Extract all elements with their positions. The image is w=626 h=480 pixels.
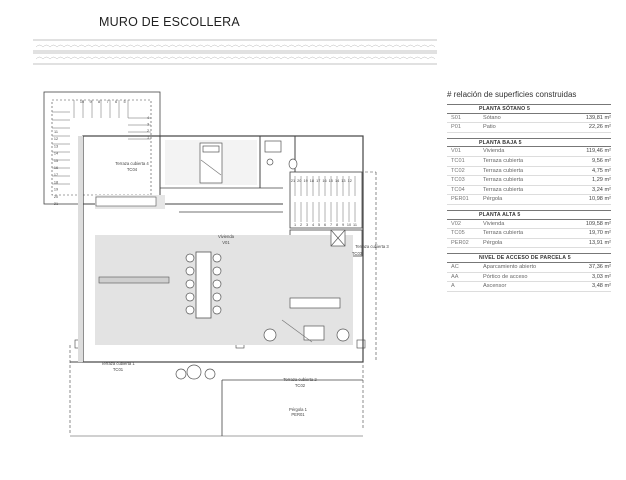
table-row	[447, 220, 611, 230]
stair-step-number: 8	[335, 223, 339, 227]
stair-step-number: 15	[328, 179, 333, 183]
stair-step-number: 18	[309, 179, 315, 183]
stair-step-number: 12	[347, 179, 352, 183]
elevator	[331, 230, 345, 246]
stair-step-number: 15	[53, 158, 59, 163]
stair-step-number: 2	[146, 129, 150, 133]
stair-step-number: 21	[53, 202, 59, 206]
stair-step-number: 6	[323, 223, 327, 227]
stair-step-number: 1	[146, 135, 150, 140]
table-row	[447, 176, 611, 186]
row-value: 13,91 m²	[588, 239, 611, 246]
table-row	[447, 186, 611, 196]
row-name: Aparcamiento abierto	[483, 263, 537, 270]
table-row	[447, 239, 611, 249]
row-value: 109,58 m²	[585, 220, 611, 227]
dining-table	[186, 252, 221, 318]
label-pergola-code: PER01	[291, 412, 305, 417]
table-row	[447, 195, 611, 205]
label-tc3-code: TC03	[351, 251, 363, 256]
table-row	[447, 147, 611, 157]
stair-step-number: 12	[53, 137, 59, 142]
row-code: TC05	[451, 230, 465, 237]
row-code: V02	[451, 220, 461, 227]
row-name: Vivienda	[483, 220, 505, 227]
dining-chair	[213, 254, 221, 262]
label-tc1-code: TC01	[112, 367, 124, 372]
surface-table-heading: # relación de superficies construidas	[447, 90, 577, 99]
table-row	[447, 263, 611, 273]
stair-step-number: 17	[53, 173, 59, 178]
label-tc3-name: Terraza cubierta 3	[355, 244, 389, 249]
stair-step-number: 16	[53, 166, 59, 170]
stair-step-number: 2	[299, 223, 303, 227]
stair-step-number: 16	[322, 179, 327, 183]
table-row	[447, 273, 611, 283]
row-code: PER02	[451, 239, 469, 246]
row-code: AA	[451, 273, 459, 280]
row-name: Pérgola	[483, 196, 503, 203]
retaining-wall-band	[33, 40, 437, 64]
table-row	[447, 123, 611, 133]
row-code: TC04	[451, 186, 465, 193]
row-value: 139,81 m²	[585, 114, 611, 121]
table-row	[447, 157, 611, 167]
stair-step-number: 3	[305, 223, 309, 227]
stair-step-number: 10	[346, 223, 352, 227]
dining-chair	[213, 280, 221, 288]
stair-step-number: 3	[146, 122, 150, 127]
outdoor-table	[176, 365, 215, 379]
row-value: 3,24 m²	[592, 186, 611, 193]
table-section-title: NIVEL DE ACCESO DE PARCELA 5	[447, 253, 611, 263]
stair-step-number: 1	[293, 223, 297, 227]
label-tc2-code: TC02	[294, 383, 306, 388]
row-code: S01	[451, 114, 461, 121]
stair-step-number: 11	[353, 223, 357, 227]
row-value: 1,29 m²	[592, 177, 611, 184]
stair-step-number: 19	[303, 179, 308, 183]
table-section	[447, 138, 611, 205]
dining-chair	[186, 293, 194, 301]
table-row	[447, 167, 611, 177]
row-value: 19,70 m²	[588, 230, 611, 237]
row-name: Pérgola	[483, 239, 503, 246]
row-name: Terraza cubierta	[483, 186, 524, 193]
row-value: 4,75 m²	[592, 167, 611, 174]
dining-chair	[186, 254, 194, 262]
stair-step-number: 9	[89, 100, 92, 104]
row-code: A	[451, 283, 455, 290]
dining-chair	[213, 306, 221, 314]
dining-chair	[186, 306, 194, 314]
row-code: TC03	[451, 177, 465, 184]
stair-step-number: 20	[297, 179, 302, 183]
label-v01-code: V01	[222, 240, 230, 245]
label-tc4-code: TC04	[126, 167, 138, 172]
label-tc2-name: Terraza cubierta 2	[283, 377, 317, 382]
row-value: 3,48 m²	[592, 283, 611, 290]
dining-chair	[186, 267, 194, 275]
stair-step-number: 21	[290, 179, 296, 183]
row-code: TC01	[451, 157, 465, 164]
label-v01-name: Vivienda	[218, 234, 234, 239]
bed	[200, 143, 222, 183]
stair-step-number: 14	[53, 151, 59, 156]
table-row	[447, 114, 611, 124]
row-code: P01	[451, 124, 461, 131]
label-pergola-name: Pérgola 1	[289, 407, 307, 412]
row-name: Sótano	[483, 114, 501, 121]
row-value: 22,26 m²	[588, 124, 611, 131]
table-row	[447, 229, 611, 239]
row-name: Terraza cubierta	[483, 230, 524, 237]
stair-step-number: 13	[341, 179, 346, 183]
row-code: V01	[451, 148, 461, 155]
bathroom-fixtures	[265, 141, 297, 169]
stair-step-number: 4	[146, 116, 150, 120]
stair-step-number: 11	[54, 130, 58, 134]
row-value: 10,98 m²	[588, 196, 611, 203]
dining-chair	[213, 267, 221, 275]
stair-step-number: 7	[329, 223, 333, 227]
table-section-title: PLANTA ALTA 5	[447, 210, 611, 220]
table-section-title: PLANTA SÓTANO 5	[447, 104, 611, 114]
stair-step-number: 4	[311, 223, 315, 227]
surface-table	[447, 90, 611, 292]
stair-step-number: 18	[53, 180, 59, 185]
dining-chair	[213, 293, 221, 301]
row-name: Terraza cubierta	[483, 177, 524, 184]
stair-step-number: 13	[53, 144, 59, 149]
stair-step-number: 17	[316, 179, 321, 183]
stair-step-number: 8	[97, 100, 101, 104]
row-code: TC02	[451, 167, 465, 174]
stair-step-number: 5	[317, 223, 321, 227]
row-name: Terraza cubierta	[483, 167, 524, 174]
stair-step-number: 7	[106, 100, 109, 104]
row-value: 37,36 m²	[588, 263, 611, 270]
row-code: PER01	[451, 196, 469, 203]
table-row	[447, 282, 611, 292]
stair-step-number: 14	[334, 179, 340, 183]
row-value: 3,03 m²	[592, 273, 611, 280]
row-value: 9,56 m²	[592, 157, 611, 164]
row-name: Ascensor	[483, 283, 507, 290]
row-name: Pórtico de acceso	[483, 273, 528, 280]
stair-step-number: 20	[53, 194, 59, 199]
row-code: AC	[451, 263, 459, 270]
row-value: 119,46 m²	[586, 148, 611, 155]
label-tc4-name: Terraza cubierta 4	[115, 161, 149, 166]
stair-step-number: 6	[114, 100, 118, 104]
table-section	[447, 253, 611, 291]
page-title: MURO DE ESCOLLERA	[99, 15, 240, 29]
table-section-title: PLANTA BAJA 5	[447, 138, 611, 148]
table-section	[447, 210, 611, 248]
table-section	[447, 104, 611, 133]
row-name: Terraza cubierta	[483, 157, 524, 164]
label-tc1-name: Terraza cubierta 1	[101, 361, 135, 366]
stair-step-number: 19	[53, 187, 59, 192]
stair-step-number: 9	[341, 223, 345, 227]
stair-step-number: 10	[79, 100, 85, 104]
row-name: Patio	[483, 124, 496, 131]
row-name: Vivienda	[483, 148, 505, 155]
stair-step-number: 5	[123, 100, 126, 104]
dining-chair	[186, 280, 194, 288]
